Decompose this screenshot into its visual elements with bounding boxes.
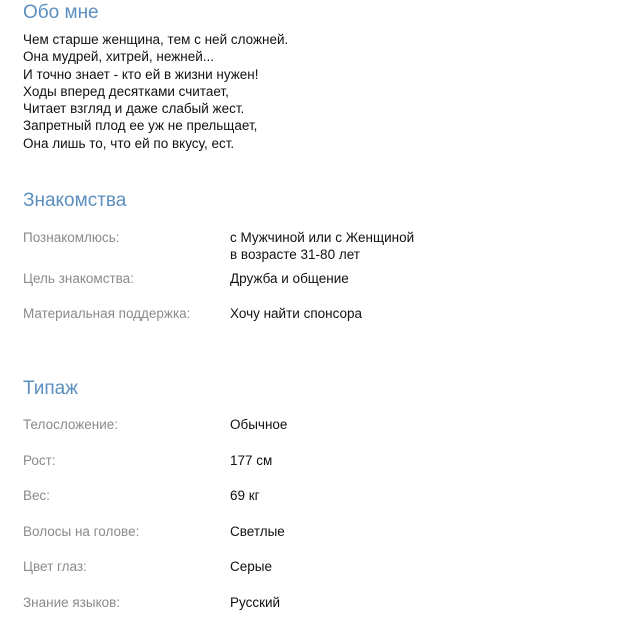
- field-label: Вес:: [23, 488, 51, 503]
- field-value: Дружба и общение: [230, 271, 349, 286]
- field-label: Рост:: [23, 453, 56, 468]
- type-section-title: Типаж: [23, 378, 78, 399]
- field-value-line: с Мужчиной или с Женщиной: [230, 230, 415, 245]
- field-label: Цель знакомства:: [23, 271, 134, 286]
- about-line: Она лишь то, что ей по вкусу, ест.: [23, 135, 235, 151]
- field-value: Русский: [230, 595, 281, 610]
- field-value: [230, 229, 414, 263]
- about-section-title: Обо мне: [23, 2, 99, 23]
- field-label: Познакомлюсь:: [23, 230, 120, 245]
- field-label: Знание языков:: [23, 595, 121, 610]
- field-value: Хочу найти спонсора: [230, 306, 363, 321]
- field-label: Цвет глаз:: [23, 559, 87, 574]
- field-value: Обычное: [230, 417, 288, 432]
- about-line: Чем старше женщина, тем с ней сложней.: [23, 32, 289, 47]
- dating-section-title: Знакомства: [23, 190, 127, 211]
- field-value: Светлые: [230, 524, 285, 539]
- about-line: И точно знает - кто ей в жизни нужен!: [23, 66, 259, 82]
- field-value-line: в возрасте 31-80 лет: [230, 247, 360, 262]
- field-label: Материальная поддержка:: [23, 306, 191, 321]
- field-label: Телосложение:: [23, 417, 119, 432]
- about-text: [23, 31, 288, 152]
- about-line: Ходы вперед десятками считает,: [23, 83, 229, 99]
- field-value: 177 см: [230, 453, 273, 468]
- about-line: Запретный плод ее уж не прельщает,: [23, 118, 258, 134]
- about-line: Она мудрей, хитрей, нежней...: [23, 49, 215, 65]
- field-label: Волосы на голове:: [23, 524, 140, 539]
- about-line: Читает взгляд и даже слабый жест.: [23, 101, 245, 117]
- field-value: 69 кг: [230, 488, 260, 503]
- field-value: Серые: [230, 559, 272, 574]
